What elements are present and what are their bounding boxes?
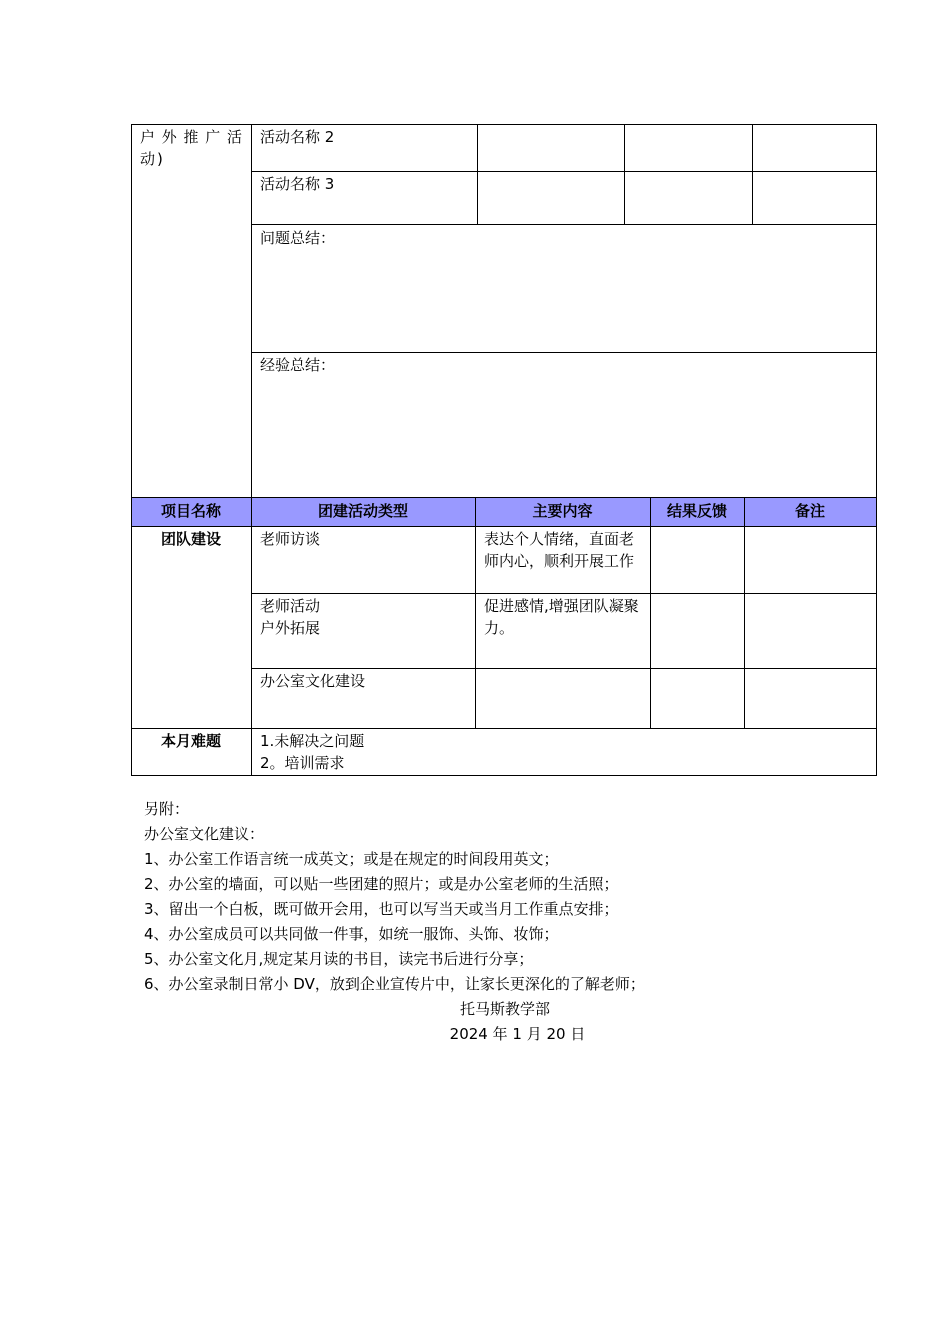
problem-summary: 问题总结： — [260, 229, 336, 247]
suggestion-item: 1、办公室工作语言统一成英文；或是在规定的时间段用英文； — [144, 850, 559, 868]
table-border — [752, 124, 753, 224]
department-signature: 托马斯教学部 — [459, 1000, 550, 1018]
experience-summary: 经验总结： — [260, 356, 336, 374]
table-border — [477, 124, 478, 224]
table-border — [624, 124, 625, 224]
appendix-label: 另附： — [144, 800, 190, 818]
suggestion-item: 6、办公室录制日常小 DV，放到企业宣传片中，让家长更深化的了解老师； — [144, 975, 645, 993]
header-project-name: 项目名称 — [160, 502, 221, 520]
activity-type-outdoor: 户外拓展 — [260, 619, 321, 637]
table-border — [131, 124, 132, 497]
header-result-feedback: 结果反馈 — [666, 502, 727, 520]
table-border — [475, 497, 476, 728]
suggestion-title: 办公室文化建议： — [144, 825, 265, 843]
activity-type-interview: 老师访谈 — [260, 530, 321, 548]
difficulty-line-2: 2。培训需求 — [260, 754, 345, 772]
suggestion-item: 2、办公室的墙面，可以贴一些团建的照片；或是办公室老师的生活照； — [144, 875, 619, 893]
activity-type-office-culture: 办公室文化建设 — [260, 672, 366, 690]
header-main-content: 主要内容 — [532, 502, 593, 520]
difficulty-line-1: 1.未解决之问题 — [260, 732, 365, 750]
table-border — [251, 224, 877, 225]
suggestion-item: 3、留出一个白板，既可做开会用，也可以写当天或当月工作重点安排； — [144, 900, 619, 918]
table-border — [131, 728, 877, 729]
header-remarks: 备注 — [794, 502, 825, 520]
table-border — [131, 124, 877, 125]
table-border — [251, 171, 877, 172]
category-label: 户外推广活动) — [140, 128, 244, 168]
content-interview: 表达个人情绪，直面老师内心，顺利开展工作 — [484, 530, 635, 570]
table-border — [251, 593, 877, 594]
suggestion-item: 4、办公室成员可以共同做一件事，如统一服饰、头饰、妆饰； — [144, 925, 559, 943]
table-border — [251, 352, 877, 353]
table-border — [744, 497, 745, 728]
monthly-difficulty-label: 本月难题 — [160, 732, 221, 750]
table-border — [876, 497, 877, 776]
content-teacher-activity: 促进感情,增强团队凝聚力。 — [484, 597, 639, 637]
activity-type-teacher-activity: 老师活动 — [260, 597, 321, 615]
table-border — [131, 526, 877, 527]
activity-name-3: 活动名称 3 — [260, 175, 335, 193]
document-date: 2024 年 1 月 20 日 — [449, 1025, 586, 1043]
activity-name-2: 活动名称 2 — [260, 128, 335, 146]
table-border — [131, 775, 877, 776]
header-activity-type: 团建活动类型 — [317, 502, 408, 520]
table-border — [251, 497, 252, 776]
table-border — [251, 124, 252, 497]
table-border — [650, 497, 651, 728]
table-border — [876, 124, 877, 497]
team-building-label: 团队建设 — [160, 530, 221, 548]
suggestion-item: 5、办公室文化月,规定某月读的书目，读完书后进行分享； — [144, 950, 534, 968]
table-border — [251, 668, 877, 669]
